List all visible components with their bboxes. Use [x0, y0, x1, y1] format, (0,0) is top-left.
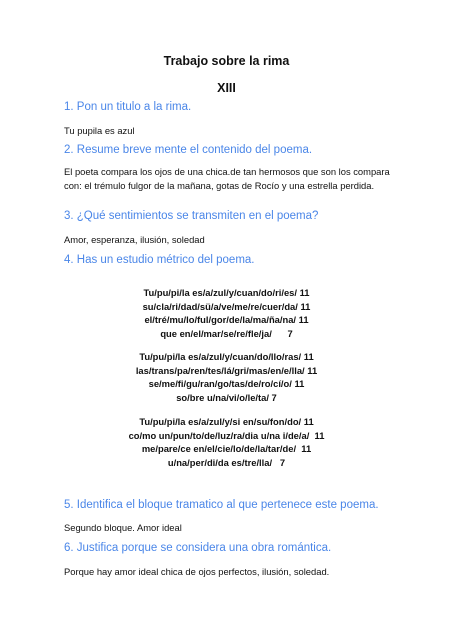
answer-1: Tu pupila es azul — [64, 125, 135, 136]
poem-line: Tu/pu/pi/la es/a/zul/y/cuan/do/ri/es/ 11 — [143, 287, 310, 298]
poem-line: Tu/pu/pi/la es/a/zul/y/cuan/do/llo/ras/ 11 — [139, 351, 314, 362]
poem-line: me/pare/ce en/el/cie/lo/de/la/tar/de/ 11 — [141, 443, 312, 455]
poem-line: se/me/fi/gu/ran/go/tas/de/ro/cí/o/ 11 — [148, 378, 305, 390]
answer-3: Amor, esperanza, ilusión, soledad — [64, 234, 205, 245]
poem-line: que en/el/mar/se/re/fle/ja/ 7 — [160, 327, 293, 339]
poem-stanza-1 — [0, 286, 453, 340]
answer-2: El poeta compara los ojos de una chica.de tan hermosos que son los compara con: el trémulo fulgor de la mañana, gotas de Rocío y una estrella perdida. — [64, 166, 390, 191]
poem-line: Tu/pu/pi/la es/a/zul/y/si en/su/fon/do/ 11 — [139, 416, 314, 427]
poem-line: u/na/per/di/da es/tre/lla/ 7 — [167, 456, 286, 468]
document-subtitle: XIII — [217, 81, 236, 95]
answer-5: Segundo bloque. Amor ideal — [64, 522, 182, 533]
question-4: 4. Has un estudio métrico del poema. — [64, 254, 255, 266]
question-6: 6. Justifica porque se considera una obra romántica. — [64, 542, 332, 554]
question-1: 1. Pon un titulo a la rima. — [64, 101, 192, 113]
poem-stanza-3 — [0, 415, 453, 469]
question-3: 3. ¿Qué sentimientos se transmiten en el poema? — [64, 210, 319, 222]
question-5: 5. Identifica el bloque tramatico al que pertenece este poema. — [64, 499, 379, 511]
poem-line: su/cla/ri/dad/sü/a/ve/me/re/cuer/da/ 11 — [142, 300, 311, 312]
poem-stanza-2 — [0, 350, 453, 404]
answer-6: Porque hay amor ideal chica de ojos perfectos, ilusión, soledad. — [64, 566, 330, 577]
poem-line: las/trans/pa/ren/tes/lá/gri/mas/en/e/lla/ 11 — [135, 364, 318, 376]
poem-line: el/tré/mu/lo/ful/gor/de/la/ma/ña/na/ 11 — [144, 314, 309, 326]
document-title: Trabajo sobre la rima — [163, 54, 290, 68]
poem-line: so/bre u/na/vi/o/le/ta/ 7 — [176, 391, 277, 403]
question-2: 2. Resume breve mente el contenido del poema. — [64, 144, 313, 156]
poem-line: co/mo un/pun/to/de/luz/ra/dia u/na i/de/a/ 11 — [128, 429, 325, 441]
